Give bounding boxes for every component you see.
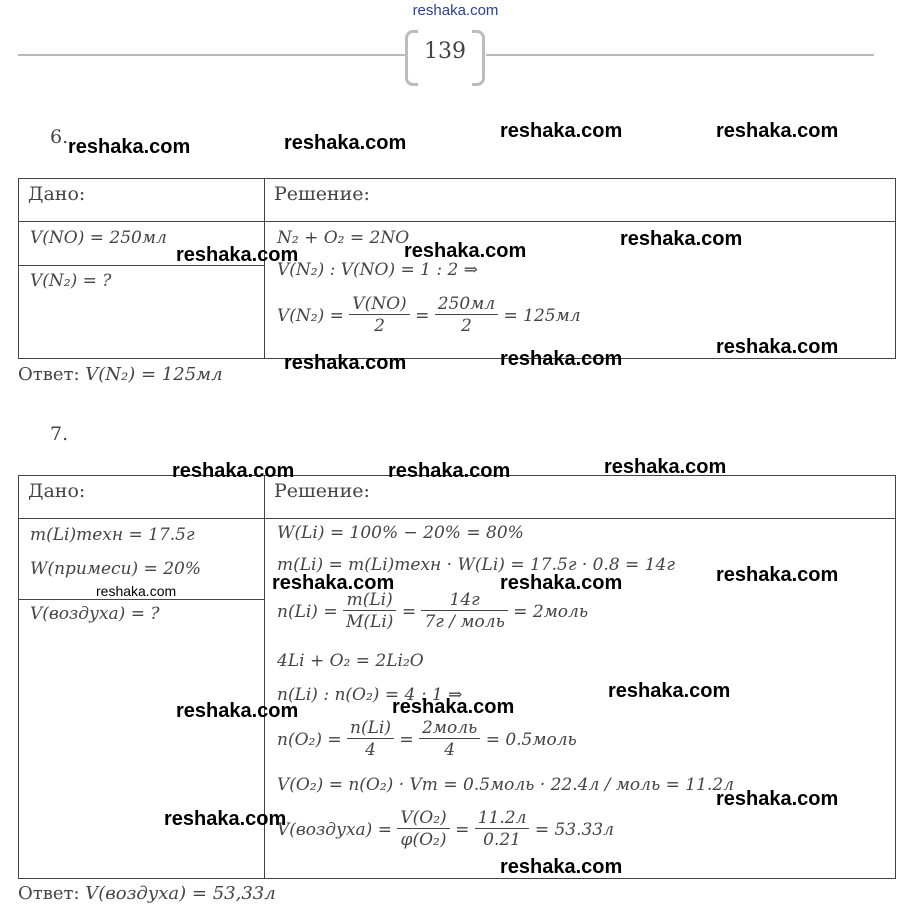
watermark: reshaka.com — [620, 228, 743, 250]
given-item: W(примеси) = 20% — [30, 559, 201, 579]
page-number: 139 — [405, 30, 485, 82]
site-link[interactable]: reshaka.com — [412, 2, 499, 19]
watermark: reshaka.com — [500, 572, 623, 594]
given-item: m(Li)техн = 17.5г — [30, 525, 195, 545]
solution-line: n(Li) : n(O₂) = 4 : 1 ⇒ — [277, 685, 463, 705]
problem-6-answer: Ответ: V(N₂) = 125мл — [18, 364, 223, 385]
header-rule-right — [486, 54, 874, 56]
solution-header: Решение: — [274, 480, 370, 502]
watermark: reshaka.com — [716, 120, 839, 142]
watermark: reshaka.com — [604, 456, 727, 478]
solution-formula: n(Li) = $\frac{m(Li)}{M(Li)}$ = $\frac{14г}{\text{7г / моль}}$ = 2моль — [277, 590, 589, 632]
watermark: reshaka.com — [176, 244, 299, 266]
watermark: reshaka.com — [272, 572, 395, 594]
watermark: reshaka.com — [96, 583, 177, 599]
given-item: V(N₂) = ? — [30, 271, 112, 291]
watermark: reshaka.com — [284, 132, 407, 154]
given-item: V(воздуха) = ? — [30, 604, 160, 624]
solution-line: V(N₂) : V(NO) = 1 : 2 ⇒ — [277, 260, 478, 280]
watermark: reshaka.com — [500, 120, 623, 142]
problem-6-number: 6. — [50, 126, 69, 148]
watermark: reshaka.com — [388, 460, 511, 482]
watermark: reshaka.com — [716, 336, 839, 358]
solution-formula: V(воздуха) = $\frac{\text{V(O₂)}}{\text{φ(O₂)}}$ = $\frac{11.2л}{0.21}$ = 53.33л — [277, 808, 614, 850]
solution-formula: n(O₂) = $\frac{n(Li)}{4}$ = $\frac{\text{2моль}}{4}$ = 0.5моль — [277, 718, 577, 760]
watermark: reshaka.com — [284, 352, 407, 374]
watermark: reshaka.com — [716, 564, 839, 586]
watermark: reshaka.com — [716, 788, 839, 810]
watermark: reshaka.com — [68, 136, 191, 158]
watermark: reshaka.com — [404, 240, 527, 262]
problem-7-answer: Ответ: V(воздуха) = 53,33л — [18, 883, 276, 904]
solution-header: Решение: — [274, 183, 370, 205]
problem-7-number: 7. — [50, 423, 69, 445]
given-item: V(NO) = 250мл — [30, 228, 167, 248]
given-header: Дано: — [28, 183, 86, 205]
watermark: reshaka.com — [608, 680, 731, 702]
solution-line: W(Li) = 100% − 20% = 80% — [277, 523, 524, 543]
solution-line: m(Li) = m(Li)техн · W(Li) = 17.5г · 0.8 = 14г — [277, 555, 675, 575]
solution-formula: V(N₂) = $\frac{V(NO)}{2}$ = $\frac{250мл}{2}$ = 125мл — [277, 294, 581, 336]
solution-line: N₂ + O₂ = 2NO — [277, 228, 410, 248]
watermark: reshaka.com — [176, 700, 299, 722]
solution-line: 4Li + O₂ = 2Li₂O — [277, 651, 424, 671]
watermark: reshaka.com — [172, 460, 295, 482]
solution-line: V(O₂) = n(O₂) · Vm = 0.5моль · 22.4л / моль = 11.2л — [277, 775, 734, 795]
watermark: reshaka.com — [500, 856, 623, 878]
header-rule-left — [18, 54, 406, 56]
watermark: reshaka.com — [392, 696, 515, 718]
watermark: reshaka.com — [500, 348, 623, 370]
given-header: Дано: — [28, 480, 86, 502]
watermark: reshaka.com — [164, 808, 287, 830]
